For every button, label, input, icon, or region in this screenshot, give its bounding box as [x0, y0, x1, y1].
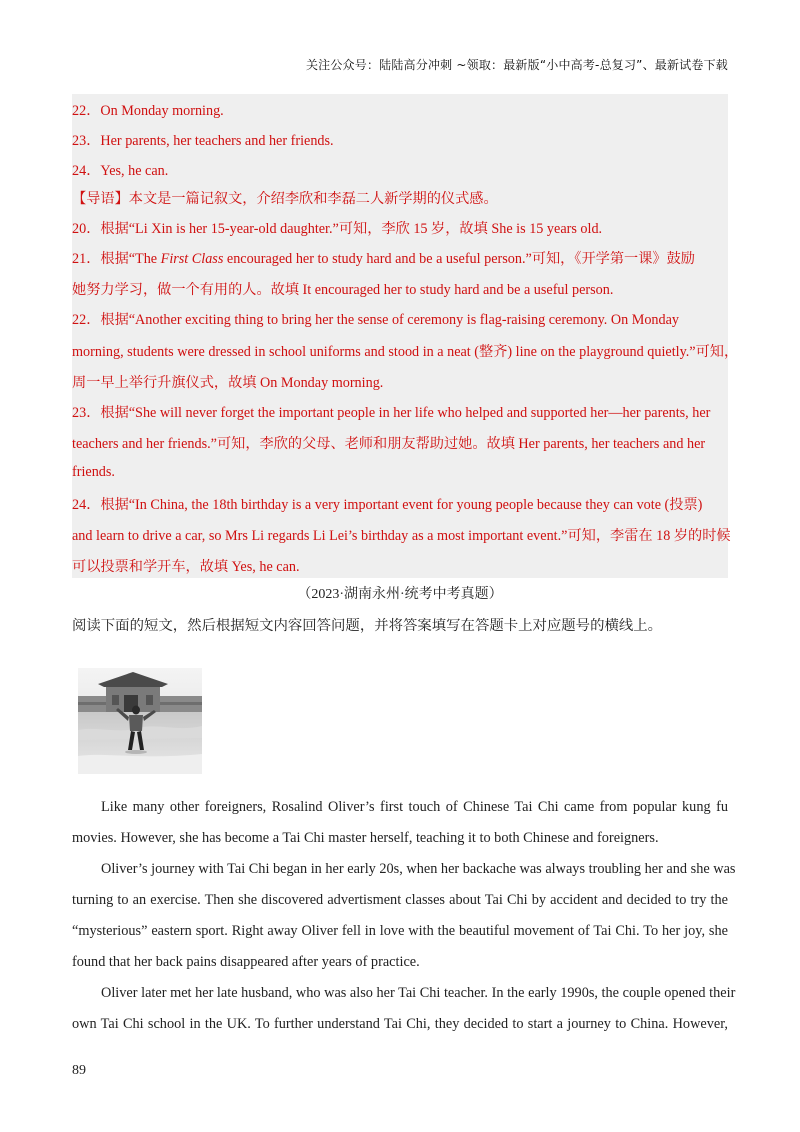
tai-chi-photo: [78, 668, 202, 774]
answer-22: 22．On Monday morning.: [72, 103, 224, 119]
passage-p2-line3: “mysterious” eastern sport. Right away Oliver fell in love with the beautiful movement of Tai Chi. To her joy, she: [72, 923, 728, 939]
answer-23: 23．Her parents, her teachers and her friends.: [72, 133, 334, 149]
explanation-21-line2: 她努力学习，做一个有用的人。故填 It encouraged her to study hard and be a useful person.: [72, 282, 614, 298]
page-header: 关注公众号：陆陆高分冲刺 ~领取：最新版“小中高考-总复习”、最新试卷下载: [305, 58, 728, 72]
passage-p2-line2: turning to an exercise. Then she discovered advertisment classes about Tai Chi by accident and decided to try the: [72, 892, 728, 908]
reading-instruction: 阅读下面的短文，然后根据短文内容回答问题，并将答案填写在答题卡上对应题号的横线上。: [72, 618, 663, 634]
guide-text: 【导语】本文是一篇记叙文，介绍李欣和李磊二人新学期的仪式感。: [72, 191, 498, 207]
question-source: （2023·湖南永州·统考中考真题）: [297, 587, 503, 602]
explanation-22-line3: 周一早上举行升旗仪式，故填 On Monday morning.: [72, 375, 384, 391]
explanation-23-line3: friends.: [72, 464, 115, 480]
explanation-21-pre: 21．根据“The: [72, 251, 161, 267]
explanation-22-line2: morning, students were dressed in school uniforms and stood in a neat (整齐) line on the playground quietly.”可知，: [72, 344, 739, 360]
explanation-22-line1: 22．根据“Another exciting thing to bring her the sense of ceremony is flag-raising ceremony. On Monday: [72, 312, 680, 328]
answer-24: 24．Yes, he can.: [72, 163, 169, 179]
page-number: 89: [72, 1063, 86, 1078]
explanation-21-title: First Class: [160, 251, 224, 267]
explanation-24-line3: 可以投票和学开车，故填 Yes, he can.: [72, 559, 300, 575]
explanation-21-post: encouraged her to study hard and be a useful person.”可知，《开学第一课》鼓励: [223, 251, 695, 267]
explanation-23-line1: 23．根据“She will never forget the important people in her life who helped and supported her—her parents, her: [72, 405, 711, 421]
explanation-23-line2: teachers and her friends.”可知，李欣的父母、老师和朋友帮助过她。故填 Her parents, her teachers and her: [72, 436, 706, 452]
explanation-24-line2: and learn to drive a car, so Mrs Li regards Li Lei’s birthday as a most important event.”可知，李雷在 18 岁的时候: [72, 528, 731, 544]
explanation-20: 20．根据“Li Xin is her 15-year-old daughter.”可知，李欣 15 岁，故填 She is 15 years old.: [72, 221, 603, 237]
explanation-24-line1: 24．根据“In China, the 18th birthday is a very important event for young people because they can vote (投票): [72, 497, 703, 513]
passage-p2-line1: Oliver’s journey with Tai Chi began in her early 20s, when her backache was always troubling her and she was: [101, 861, 736, 877]
explanation-21-line1: [72, 248, 732, 268]
passage-p3-line1: Oliver later met her late husband, who was also her Tai Chi teacher. In the early 1990s, the couple opened their: [101, 985, 736, 1001]
passage-p3-line2: own Tai Chi school in the UK. To further understand Tai Chi, they decided to start a journey to China. However,: [72, 1016, 728, 1032]
passage-p1-line2: movies. However, she has become a Tai Chi master herself, teaching it to both Chinese and foreigners.: [72, 830, 659, 846]
passage-p1-line1: Like many other foreigners, Rosalind Oliver’s first touch of Chinese Tai Chi came from popular kung fu: [101, 799, 728, 815]
passage-p2-line4: found that her back pains disappeared after years of practice.: [72, 954, 420, 970]
